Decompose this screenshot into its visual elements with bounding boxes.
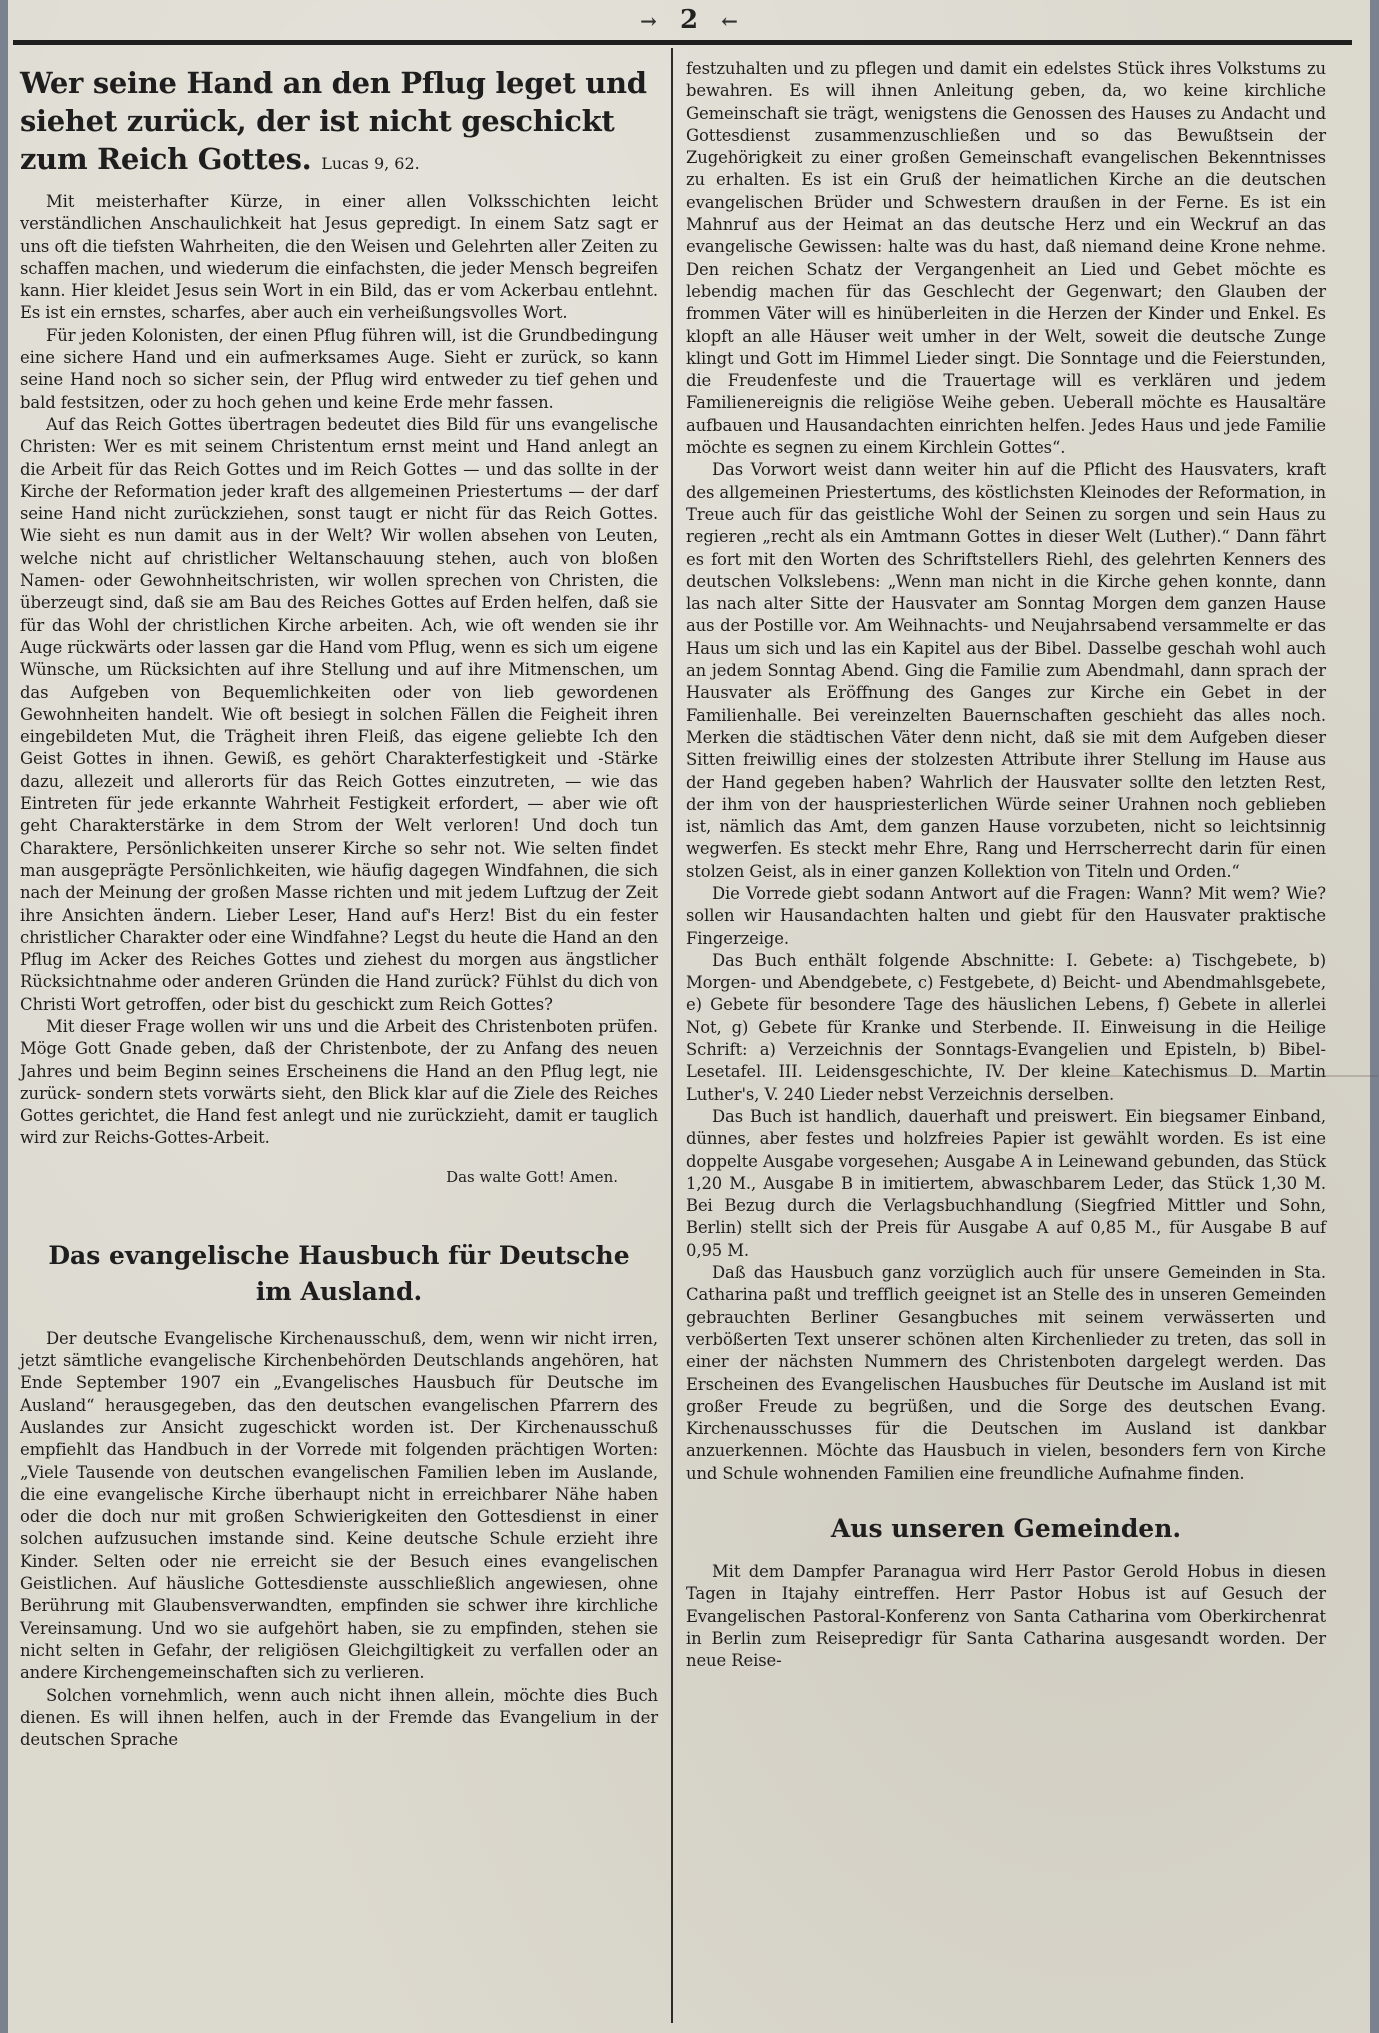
arrow-left-icon: ← (721, 9, 738, 33)
article-paragraph: Das Vorwort weist dann weiter hin auf die Pflicht des Hausvaters, kraft des allgemeinen Priestertums, des köstlichsten Kleinodes der Reformation, in Treue auch für das geistliche Wohl der Seinen zu sorgen und sein Haus zu regieren „recht als ein Amtmann Gottes in dieser Welt (Luther).“ Dann fährt es fort mit den Worten des Schriftstellers Riehl, des gelehrten Kenners des deutschen Volkslebens: „Wenn man nicht in die Kirche gehen konnte, dann las nach alter Sitte der Hausvater am Sonntag Morgen dem ganzen Hause aus der Postille vor. Am Weihnachts- und Neujahrsabend versammelte er das Haus um sich und las ein Kapitel aus der Bibel. Dasselbe geschah wohl auch an jedem Sonntag Abend. Ging die Familie zum Abendmahl, dann sprach der Hausvater als Eröffnung des Ganges zur Kirche ein Gebet in der Familienhalle. Bei vereinzelten Bauernschaften geschieht das alles noch. Merken die städtischen Väter denn nicht, daß sie mit dem Aufgeben dieser Sitten freiwillig eines der stolzesten Attribute ihrer Stellung im Hause aus der Hand gegeben haben? Wahrlich der Hausvater sollte den letzten Rest, der ihm von der hauspriesterlichen Würde seiner Urahnen noch geblieben ist, nämlich das Amt, dem ganzen Hause vorzubeten, nicht so leichtsinnig wegwerfen. Es steckt mehr Ehre, Rang und Herrscherrecht darin für einen stolzen Geist, als in einer ganzen Kollektion von Titeln und Orden.“ (686, 460, 1326, 881)
arrow-right-icon: → (640, 9, 657, 33)
bible-reference: Lucas 9, 62. (321, 154, 420, 173)
column-divider (671, 48, 673, 2023)
article-paragraph: Mit dem Dampfer Paranagua wird Herr Pastor Gerold Hobus in diesen Tagen in Itajahy eintreffen. Herr Pastor Hobus ist auf Gesuch der Evangelischen Pastoral-Konferenz von Santa Catharina vom Oberkirchenrat in Berlin zum Reisepredigr für Santa Catharina ausgesandt worden. Der neue Reise- (686, 1562, 1326, 1671)
paper-fold (1108, 1075, 1378, 1077)
page-number: 2 (679, 5, 699, 35)
article-paragraph: Das Buch ist handlich, dauerhaft und preiswert. Ein biegsamer Einband, dünnes, aber festes und holzfreies Papier ist gewählt worden. Es ist eine doppelte Ausgabe vorgesehen; Ausgabe A in Leinewand gebunden, das Stück 1,20 M., Ausgabe B in imitiertem, abwaschbarem Leder, das Stück 1,30 M. Bei Bezug durch die Verlagsbuchhandlung (Siegfried Mittler und Sohn, Berlin) stellt sich der Preis für Ausgabe A auf 0,85 M., für Ausgabe B auf 0,95 M. (686, 1106, 1326, 1260)
article-paragraph: Mit dieser Frage wollen wir uns und die Arbeit des Christenboten prüfen. Möge Gott Gnade geben, daß der Christenbote, der zu Anfang des neuen Jahres und beim Beginn seines Erscheinens die Hand an den Pflug legt, nie zurück- sondern stets vorwärts sieht, den Blick klar auf die Ziele des Reiches Gottes gerichtet, die Hand fest anlegt und nie zurückzieht, damit er tauglich wird zur Reichs-Gottes-Arbeit. (20, 1016, 658, 1148)
article-paragraph: Der deutsche Evangelische Kirchenausschuß, dem, wenn wir nicht irren, jetzt sämtliche evangelische Kirchenbehörden Deutschlands angehören, hat Ende September 1907 ein „Evangelisches Hausbuch für Deutsche im Ausland“ herausgegeben, das den deutschen evangelischen Pfarrern des Auslandes zur Ansicht zugeschickt worden ist. Der Kirchenausschuß empfiehlt das Handbuch in der Vorrede mit folgenden prächtigen Worten: „Viele Tausende von deutschen evangelischen Familien leben im Auslande, die eine evangelische Kirche überhaupt nicht in erreichbarer Nähe haben oder die doch nur mit großen Schwierigkeiten den Gottesdienst in einer solchen aufzusuchen imstande sind. Keine deutsche Schule erzieht ihre Kinder. Selten oder nie erreicht sie der Besuch eines evangelischen Geistlichen. Auf häusliche Gottesdienste ausschließlich angewiesen, ohne Berührung mit Glaubensverwandten, empfinden sie schwer ihre kirchliche Vereinsamung. Und wo sie aufgehört haben, sie zu empfinden, stehen sie nicht selten in Gefahr, der religiösen Gleichgiltigkeit zu verfallen oder an andere Kirchengemeinschaften sich zu verlieren. (20, 1328, 658, 1683)
article-paragraph: Die Vorrede giebt sodann Antwort auf die Fragen: Wann? Mit wem? Wie? sollen wir Hausandachten halten und giebt für den Hausvater praktische Fingerzeige. (686, 883, 1326, 948)
article-paragraph: Mit meisterhafter Kürze, in einer allen Volksschichten leicht verständlichen Anschaulichkeit hat Jesus gepredigt. In einem Satz sagt er uns oft die tiefsten Wahrheiten, die den Weisen und Gelehrten aller Zeiten zu schaffen machen, und wiederum die einfachsten, die jeder Mensch begreifen kann. Hier kleidet Jesus sein Wort in ein Bild, das er vom Ackerbau entlehnt. Es ist ein ernstes, scharfes, aber auch ein verheißungsvolles Wort. (20, 192, 658, 323)
header-rule (13, 40, 1352, 45)
section-title-line: im Ausland. (255, 1276, 423, 1306)
section-spacer (20, 1186, 658, 1238)
page-header (8, 0, 1370, 40)
left-column (20, 58, 658, 1751)
article-paragraph: Für jeden Kolonisten, der einen Pflug führen will, ist die Grundbedingung eine sichere Hand und ein aufmerksames Auge. Sieht er zurück, so kann seine Hand noch so sicher sein, der Pflug wird entweder zu tief gehen und bald festsitzen, oder zu hoch gehen und keine Erde mehr fassen. (20, 325, 658, 412)
article-title-text: Wer seine Hand an den Pflug leget und siehet zurück, der ist nicht geschickt zum Reich Gottes. (20, 66, 647, 176)
article-paragraph: Das Buch enthält folgende Abschnitte: I. Gebete: a) Tischgebete, b) Morgen- und Abendgebete, c) Festgebete, d) Beicht- und Abendmahlsgebete, e) Gebete für besondere Tage des häuslichen Lebens, f) Gebete in allerlei Not, g) Gebete für Kranke und Sterbende. II. Einweisung in die Heilige Schrift: a) Verzeichnis der Sonntags-Evangelien und Episteln, b) Bibel-Lesetafel. III. Leidensgeschichte, IV. Der kleine Katechismus D. Martin Luther's, V. 240 Lieder nebst Verzeichnis derselben. (686, 950, 1326, 1104)
article-title (20, 64, 658, 183)
article-paragraph: Daß das Hausbuch ganz vorzüglich auch für unsere Gemeinden in Sta. Catharina paßt und trefflich geeignet ist an Stelle des in unseren Gemeinden gebrauchten Berliner Gesangbuches mit seinem verwässerten und verbößerten Text unserer schönen alten Kirchenlieder zu treten, das soll in einer der nächsten Nummern des Christenboten dargelegt werden. Das Erscheinen des Evangelischen Hausbuches für Deutsche im Ausland ist mit großer Freude zu begrüßen, und die Sorge des deutschen Evang. Kirchenausschusses für die Deutschen im Ausland ist dankbar anzuerkennen. Möchte das Hausbuch in vielen, besonders fern von Kirche und Schule wohnenden Familien eine freundliche Aufnahme finden. (686, 1263, 1326, 1483)
closing-line: Das walte Gott! Amen. (446, 1167, 618, 1186)
section-title (20, 1238, 658, 1310)
article-paragraph: Auf das Reich Gottes übertragen bedeutet dies Bild für uns evangelische Christen: Wer es mit seinem Christentum ernst meint und Hand anlegt an die Arbeit für das Reich Gottes und im Reich Gottes — und das sollte in der Kirche der Reformation jeder kraft des allgemeinen Priestertums — der darf seine Hand nicht zurückziehen, sonst taugt er nicht für das Reich Gottes. Wie sieht es nun damit aus in der Welt? Wir wollen absehen von Leuten, welche nicht auf christlicher Weltanschauung stehen, auch von bloßen Namen- oder Gewohnheitschristen, wir wollen sprechen von Christen, die überzeugt sind, daß sie am Bau des Reiches Gottes auf Erden helfen, daß sie für das Wohl der christlichen Kirche arbeiten. Ach, wie oft wenden sie ihr Auge rückwärts oder lassen gar die Hand vom Pflug, wenn es sich um eigene Wünsche, um Rücksichten auf ihre Stellung und auf ihre Mitmenschen, um das Aufgeben von Bequemlichkeiten oder von lieb gewordenen Gewohnheiten handelt. Wie oft besiegt in solchen Fällen die Feigheit ihren eingebildeten Mut, die Trägheit ihren Fleiß, das eigene geliebte Ich den Geist Gottes in ihnen. Gewiß, es gehört Charakterfestigkeit und -Stärke dazu, allezeit und allerorts für das Reich Gottes einzutreten, — wie das Eintreten für jede erkannte Wahrheit Festigkeit erfordert, — aber wie oft geht Charakterstärke in dem Strom der Welt verloren! Und doch tun Charaktere, Persönlichkeiten unserer Kirche so sehr not. Wie selten findet man ausgeprägte Persönlichkeiten, wie häufig dagegen Windfahnen, die sich nach der Meinung der großen Masse richten und mit jedem Luftzug der Zeit ihre Ansichten ändern. Lieber Leser, Hand auf's Herz! Bist du ein fester christlicher Charakter oder eine Windfahne? Legst du heute die Hand an den Pflug im Acker des Reiches Gottes und ziehest du morgen aus ängstlicher Rücksichtnahme oder anderen Gründen die Hand zurück? Fühlst du dich von Christi Wort getroffen, oder bist du geschickt zum Reich Gottes? (20, 414, 658, 1014)
section-title-line: Das evangelische Hausbuch für Deutsche (48, 1240, 630, 1270)
right-column (686, 58, 1326, 1672)
article-paragraph: festzuhalten und zu pflegen und damit ein edelstes Stück ihres Volkstums zu bewahren. Es will ihnen Anleitung geben, da, wo keine kirchliche Gemeinschaft sie trägt, wenigstens die Genossen des Hauses zu Andacht und Gottesdienst zusammenzuschließen und so das Bewußtsein der Zugehörigkeit zu einer großen Gemeinschaft evangelischen Bekenntnisses zu erhalten. Es ist ein Gruß der heimatlichen Kirche an die deutschen evangelischen Brüder und Schwestern draußen in der Ferne. Es ist ein Mahnruf aus der Heimat an das deutsche Herz und ein Weckruf an das evangelische Gewissen: halte was du hast, daß niemand deine Krone nehme. Den reichen Schatz der Vergangenheit an Lied und Gebet möchte es lebendig machen für das Geschlecht der Gegenwart; den Glauben der frommen Väter will es hinüberleiten in die Herzen der Kinder und Enkel. Es klopft an alle Häuser weit umher in der Welt, soweit die deutsche Zunge klingt und Gott im Himmel Lieder singt. Die Sonntage und die Feierstunden, die Freudenfeste und die Trauertage will es verklären und jedem Familienereignis die religiöse Weihe geben. Ueberall möchte es Hausaltäre aufbauen und Hausandachten einrichten helfen. Jedes Haus und jede Familie möchte es segnen zu einem Kirchlein Gottes“. (686, 59, 1326, 458)
newspaper-page (8, 0, 1370, 2033)
section-title: Aus unseren Gemeinden. (830, 1514, 1182, 1543)
article-paragraph: Solchen vornehmlich, wenn auch nicht ihnen allein, möchte dies Buch dienen. Es will ihnen helfen, auch in der Fremde das Evangelium in der deutschen Sprache (20, 1685, 658, 1750)
